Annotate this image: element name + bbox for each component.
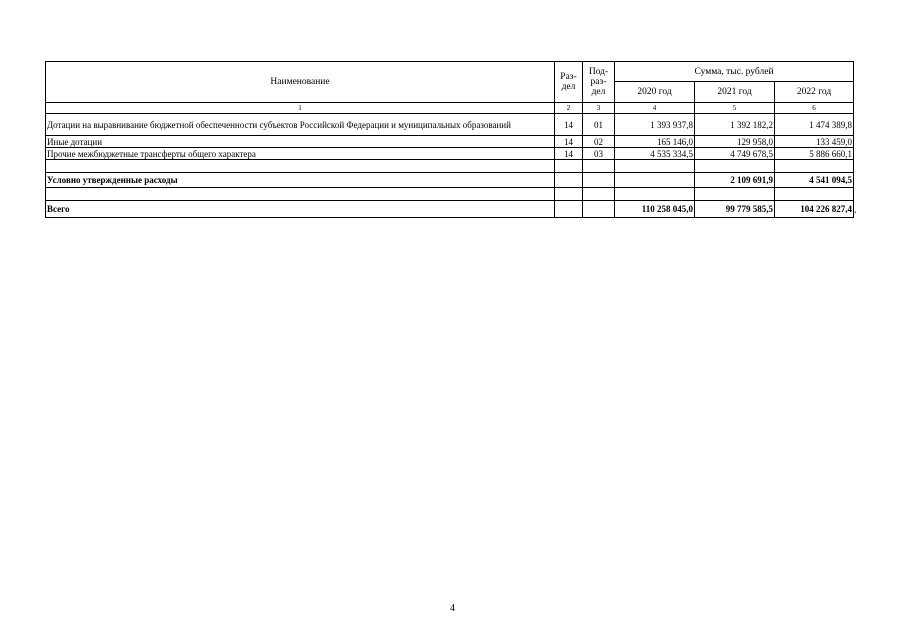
conditional-value-2022: 4 541 094,5 bbox=[775, 173, 854, 188]
header-row bbox=[46, 62, 854, 82]
row-section: 14 bbox=[555, 148, 583, 160]
closing-quote-mark: " bbox=[853, 210, 857, 219]
column-number: 1 bbox=[46, 103, 555, 114]
row-subsection: 01 bbox=[583, 114, 615, 136]
spacer-row bbox=[46, 188, 854, 201]
conditional-value-2020 bbox=[615, 173, 695, 188]
row-value-2022: 5 886 660,1 bbox=[775, 148, 854, 160]
header-year-2021: 2021 год bbox=[695, 82, 775, 103]
row-value-2020: 4 535 334,5 bbox=[615, 148, 695, 160]
row-subsection: 03 bbox=[583, 148, 615, 160]
row-subsection: 02 bbox=[583, 136, 615, 148]
column-numbers-row bbox=[46, 103, 854, 114]
total-row bbox=[46, 201, 854, 218]
row-value-2020: 1 393 937,8 bbox=[615, 114, 695, 136]
total-value-2022: 104 226 827,4 bbox=[775, 201, 854, 218]
header-section: Раз- дел bbox=[555, 62, 583, 103]
row-section: 14 bbox=[555, 136, 583, 148]
total-value-2020: 110 258 045,0 bbox=[615, 201, 695, 218]
column-number: 3 bbox=[583, 103, 615, 114]
header-subsection: Под- раз- дел bbox=[583, 62, 615, 103]
conditional-row bbox=[46, 173, 854, 188]
row-value-2022: 1 474 389,8 bbox=[775, 114, 854, 136]
row-name: Иные дотации bbox=[46, 136, 555, 148]
column-number: 5 bbox=[695, 103, 775, 114]
row-value-2021: 4 749 678,5 bbox=[695, 148, 775, 160]
row-value-2021: 1 392 182,2 bbox=[695, 114, 775, 136]
total-value-2021: 99 779 585,5 bbox=[695, 201, 775, 218]
table-row bbox=[46, 148, 854, 160]
row-section: 14 bbox=[555, 114, 583, 136]
spacer-row bbox=[46, 160, 854, 173]
row-name: Дотации на выравнивание бюджетной обеспеченности субъектов Российской Федерации и муниципальных образований bbox=[46, 114, 555, 136]
conditional-name: Условно утвержденные расходы bbox=[46, 173, 555, 188]
row-name: Прочие межбюджетные трансферты общего характера bbox=[46, 148, 555, 160]
header-name: Наименование bbox=[46, 62, 555, 103]
row-value-2020: 165 146,0 bbox=[615, 136, 695, 148]
header-year-2020: 2020 год bbox=[615, 82, 695, 103]
column-number: 2 bbox=[555, 103, 583, 114]
column-number: 4 bbox=[615, 103, 695, 114]
table-row bbox=[46, 114, 854, 136]
page-number: 4 bbox=[450, 603, 455, 614]
header-sum: Сумма, тыс. рублей bbox=[615, 62, 854, 82]
row-value-2022: 133 459,0 bbox=[775, 136, 854, 148]
row-value-2021: 129 958,0 bbox=[695, 136, 775, 148]
total-name: Всего bbox=[46, 201, 555, 218]
table-row bbox=[46, 136, 854, 148]
budget-table bbox=[45, 61, 857, 219]
conditional-value-2021: 2 109 691,9 bbox=[695, 173, 775, 188]
column-number: 6 bbox=[775, 103, 854, 114]
header-year-2022: 2022 год bbox=[775, 82, 854, 103]
